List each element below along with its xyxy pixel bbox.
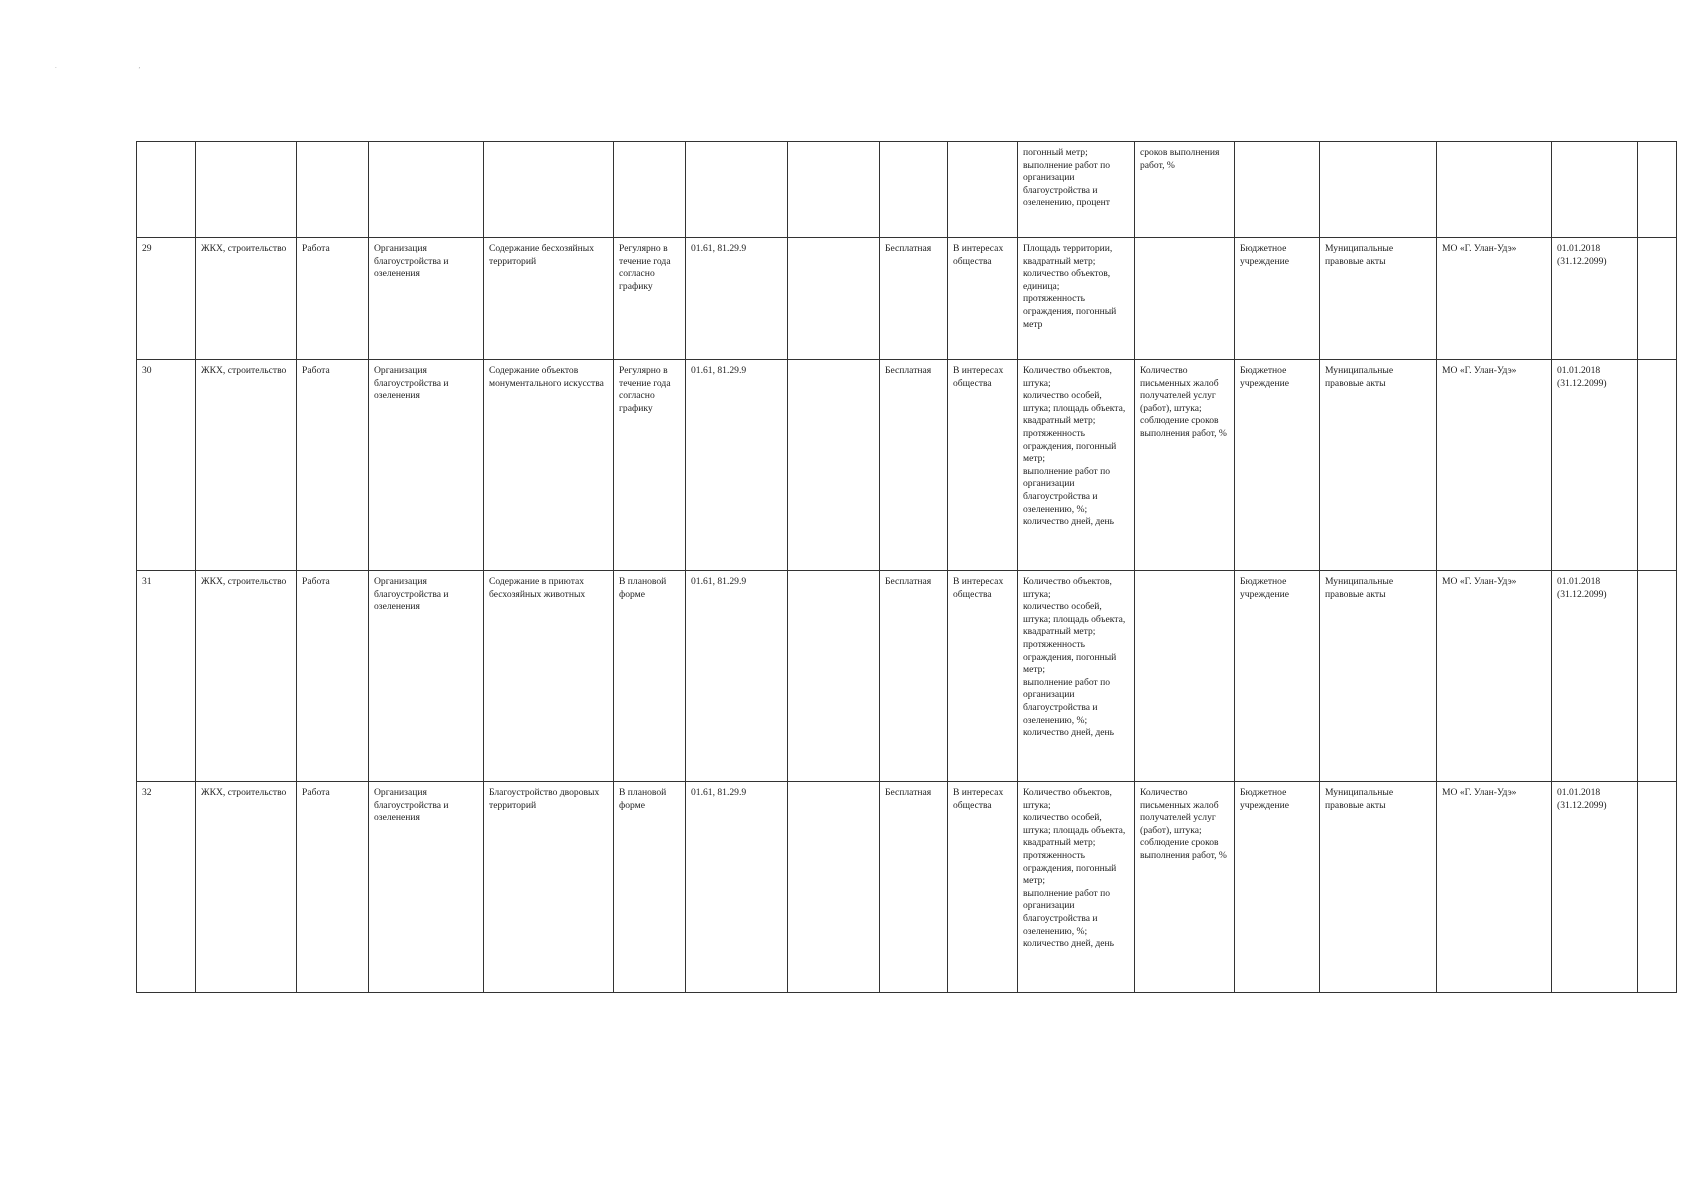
cell-last [1638,360,1677,571]
cell-content: Содержание бесхозяйных территорий [484,238,614,360]
cell-acts: Муниципальные правовые акты [1320,782,1437,993]
cell-institution: Бюджетное учреждение [1235,360,1320,571]
cell-institution: Бюджетное учреждение [1235,571,1320,782]
table-row-continuation [137,142,1677,238]
table-row [137,360,1677,571]
cell-extra [788,571,880,782]
table-row [137,571,1677,782]
cell-pay: Бесплатная [880,782,948,993]
cell-extra [788,142,880,238]
cell-conditions: Регулярно в течение года согласно графику [614,360,686,571]
cell-owner: МО «Г. Улан-Удэ» [1437,571,1552,782]
cell-institution: Бюджетное учреждение [1235,782,1320,993]
cell-indicators: погонный метр; выполнение работ по организации благоустройства и озеленению, процент [1018,142,1135,238]
cell-indicators: Количество объектов, штука; количество особей, штука; площадь объекта, квадратный метр; протяженность ограждения, погонный метр; выполнение работ по организации благоустройства и озеленению, %; количество дней, день [1018,360,1135,571]
cell-name: Организация благоустройства и озеленения [369,571,484,782]
cell-last [1638,571,1677,782]
cell-institution [1235,142,1320,238]
cell-type: Работа [297,782,369,993]
cell-quality: Количество письменных жалоб получателей услуг (работ), штука; соблюдение сроков выполнения работ, % [1135,360,1235,571]
cell-okved: 01.61, 81.29.9 [686,782,788,993]
cell-dates: 01.01.2018 (31.12.2099) [1552,238,1638,360]
cell-conditions: В плановой форме [614,571,686,782]
scan-specks: . , [55,62,181,70]
cell-owner: МО «Г. Улан-Удэ» [1437,360,1552,571]
cell-acts: Муниципальные правовые акты [1320,571,1437,782]
cell-quality [1135,571,1235,782]
cell-content: Благоустройство дворовых территорий [484,782,614,993]
cell-indicators: Количество объектов, штука; количество особей, штука; площадь объекта, квадратный метр; протяженность ограждения, погонный метр; выполнение работ по организации благоустройства и озеленению, %; количество дней, день [1018,782,1135,993]
cell-dates [1552,142,1638,238]
cell-content: Содержание в приютах бесхозяйных животных [484,571,614,782]
cell-pay: Бесплатная [880,360,948,571]
cell-okved: 01.61, 81.29.9 [686,238,788,360]
cell-name: Организация благоустройства и озеленения [369,238,484,360]
cell-dates: 01.01.2018 (31.12.2099) [1552,571,1638,782]
table-row [137,238,1677,360]
cell-type [297,142,369,238]
cell-conditions: В плановой форме [614,782,686,993]
cell-type: Работа [297,571,369,782]
cell-type: Работа [297,360,369,571]
cell-dates: 01.01.2018 (31.12.2099) [1552,782,1638,993]
cell-name: Организация благоустройства и озеленения [369,782,484,993]
cell-sphere: ЖКХ, строительство [196,238,297,360]
cell-institution: Бюджетное учреждение [1235,238,1320,360]
cell-pay: Бесплатная [880,238,948,360]
cell-sphere: ЖКХ, строительство [196,782,297,993]
cell-num: 30 [137,360,196,571]
cell-quality [1135,238,1235,360]
cell-content [484,142,614,238]
cell-extra [788,360,880,571]
cell-num: 31 [137,571,196,782]
cell-consumers: В интересах общества [948,360,1018,571]
cell-pay [880,142,948,238]
cell-extra [788,238,880,360]
cell-pay: Бесплатная [880,571,948,782]
cell-dates: 01.01.2018 (31.12.2099) [1552,360,1638,571]
services-registry-table [136,141,1677,993]
cell-quality: Количество письменных жалоб получателей услуг (работ), штука; соблюдение сроков выполнения работ, % [1135,782,1235,993]
cell-acts: Муниципальные правовые акты [1320,238,1437,360]
table-row [137,782,1677,993]
cell-okved: 01.61, 81.29.9 [686,360,788,571]
cell-type: Работа [297,238,369,360]
cell-sphere: ЖКХ, строительство [196,571,297,782]
cell-last [1638,238,1677,360]
cell-extra [788,782,880,993]
cell-num: 32 [137,782,196,993]
cell-num [137,142,196,238]
cell-content: Содержание объектов монументального искусства [484,360,614,571]
cell-owner: МО «Г. Улан-Удэ» [1437,782,1552,993]
cell-conditions: Регулярно в течение года согласно графику [614,238,686,360]
cell-name: Организация благоустройства и озеленения [369,360,484,571]
cell-name [369,142,484,238]
cell-okved: 01.61, 81.29.9 [686,571,788,782]
cell-conditions [614,142,686,238]
cell-indicators: Количество объектов, штука; количество особей, штука; площадь объекта, квадратный метр; протяженность ограждения, погонный метр; выполнение работ по организации благоустройства и озеленению, %; количество дней, день [1018,571,1135,782]
cell-indicators: Площадь территории, квадратный метр; количество объектов, единица; протяженность ограждения, погонный метр [1018,238,1135,360]
cell-owner: МО «Г. Улан-Удэ» [1437,238,1552,360]
cell-quality: сроков выполнения работ, % [1135,142,1235,238]
cell-num: 29 [137,238,196,360]
cell-sphere: ЖКХ, строительство [196,360,297,571]
cell-consumers [948,142,1018,238]
cell-last [1638,142,1677,238]
cell-last [1638,782,1677,993]
cell-acts: Муниципальные правовые акты [1320,360,1437,571]
cell-acts [1320,142,1437,238]
cell-consumers: В интересах общества [948,238,1018,360]
cell-consumers: В интересах общества [948,782,1018,993]
cell-consumers: В интересах общества [948,571,1018,782]
cell-owner [1437,142,1552,238]
cell-sphere [196,142,297,238]
cell-okved [686,142,788,238]
